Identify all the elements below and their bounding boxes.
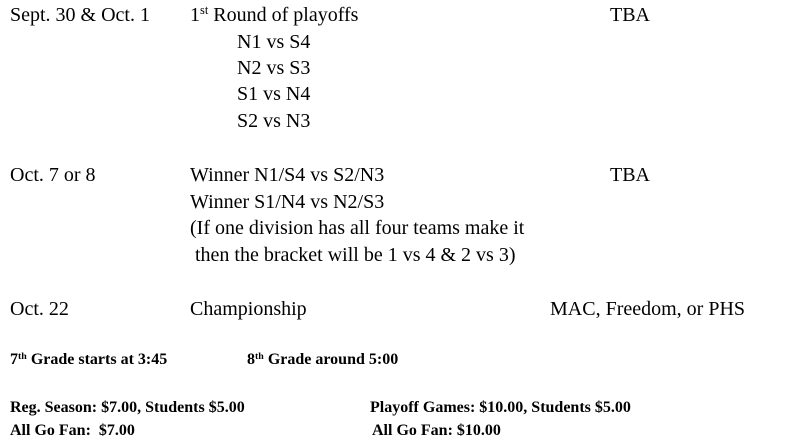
championship-date: Oct. 22 [10,298,69,320]
reg-season-price: Reg. Season: $7.00, Students $5.00 [10,399,245,416]
round1-title [190,3,358,29]
eighth-grade-superscript: th [255,350,264,362]
round1-matchup: N2 vs S3 [237,57,311,79]
round1-matchup: S2 vs N3 [237,110,311,132]
round1-location: TBA [610,4,650,26]
championship-title: Championship [190,298,307,320]
round1-title-superscript: st [200,3,209,18]
round1-title-number: 1 [190,4,200,26]
round1-matchup: N1 vs S4 [237,31,311,53]
all-go-fan-playoff-price: All Go Fan: $10.00 [372,422,501,439]
round2-line: Winner N1/S4 vs S2/N3 [190,164,385,186]
seventh-grade-number: 7 [10,351,18,368]
round1-matchup: S1 vs N4 [237,83,311,105]
eighth-grade-time [247,350,398,372]
round2-line: Winner S1/N4 vs N2/S3 [190,191,385,213]
eighth-grade-number: 8 [247,351,255,368]
seventh-grade-superscript: th [18,350,27,362]
championship-location: MAC, Freedom, or PHS [550,298,746,320]
round2-date: Oct. 7 or 8 [10,164,96,186]
round2-location: TBA [610,164,650,186]
seventh-grade-time [10,350,167,372]
round2-note: (If one division has all four teams make it [190,217,525,239]
round1-title-text: Round of playoffs [208,4,359,26]
playoff-price: Playoff Games: $10.00, Students $5.00 [370,399,631,416]
eighth-grade-text: Grade around 5:00 [263,351,399,368]
all-go-fan-reg-price: All Go Fan: $7.00 [10,422,135,439]
round1-date: Sept. 30 & Oct. 1 [10,4,150,26]
seventh-grade-text: Grade starts at 3:45 [26,351,168,368]
round2-note: then the bracket will be 1 vs 4 & 2 vs 3) [190,244,516,266]
